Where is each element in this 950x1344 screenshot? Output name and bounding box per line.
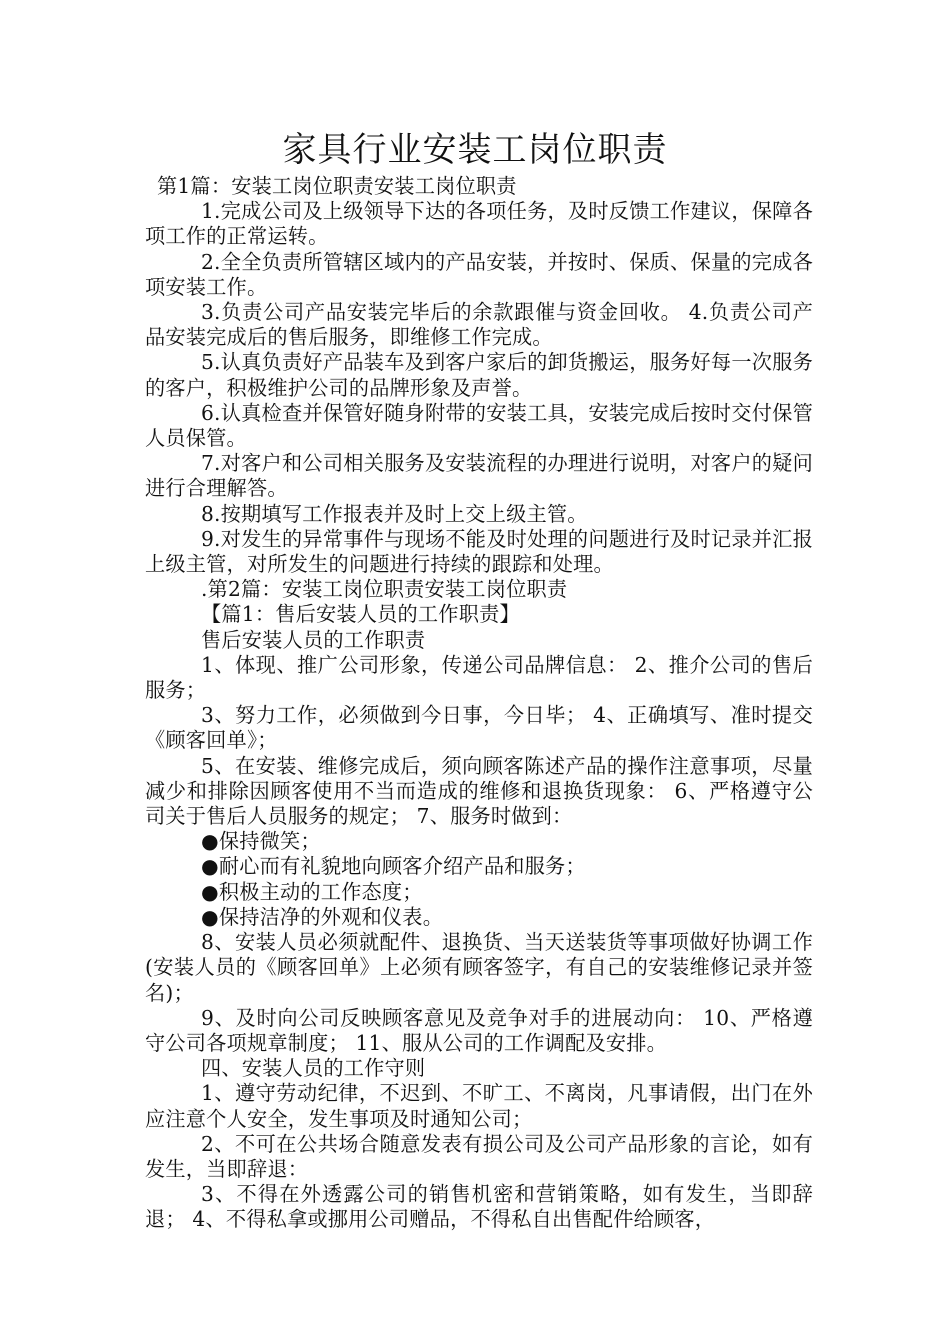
paragraph: 3、不得在外透露公司的销售机密和营销策略，如有发生，当即辞退； 4、不得私拿或挪用公司赠品，不得私自出售配件给顾客，: [145, 1182, 813, 1232]
paragraph: .第2篇：安装工岗位职责安装工岗位职责: [201, 577, 568, 602]
paragraph: 1.完成公司及上级领导下达的各项任务，及时反馈工作建议，保障各项工作的正常运转。: [145, 199, 813, 249]
paragraph: 8.按期填写工作报表并及时上交上级主管。: [201, 501, 588, 526]
paragraph: ●保持微笑；: [201, 829, 321, 854]
paragraph: 9.对发生的异常事件与现场不能及时处理的问题进行及时记录并汇报上级主管，对所发生的问题进行持续的跟踪和处理。: [145, 526, 813, 577]
paragraph: 9、及时向公司反映顾客意见及竞争对手的进展动向： 10、严格遵守公司各项规章制度； 11、服从公司的工作调配及安排。: [145, 1005, 813, 1055]
paragraph: 2.全全负责所管辖区域内的产品安装，并按时、保质、保量的完成各项安装工作。: [145, 249, 813, 299]
paragraph: ●耐心而有礼貌地向顾客介绍产品和服务；: [201, 854, 586, 879]
paragraph: 3、努力工作，必须做到今日事，今日毕； 4、正确填写、准时提交《顾客回单》；: [145, 703, 813, 753]
paragraph: 2、不可在公共场合随意发表有损公司及公司产品形象的言论，如有发生，当即辞退：: [145, 1131, 813, 1181]
paragraph: 5、在安装、维修完成后，须向顾客陈述产品的操作注意事项，尽量减少和排除因顾客使用不当而造成的维修和退换货现象： 6、严格遵守公司关于售后人员服务的规定； 7、服务时做到：: [145, 753, 813, 829]
document-body: [145, 174, 813, 1233]
paragraph: 7.对客户和公司相关服务及安装流程的办理进行说明，对客户的疑问进行合理解答。: [145, 451, 813, 501]
paragraph: ●保持洁净的外观和仪表。: [201, 904, 444, 929]
paragraph: 6.认真检查并保管好随身附带的安装工具，安装完成后按时交付保管人员保管。: [145, 400, 813, 451]
paragraph: ●积极主动的工作态度；: [201, 879, 423, 904]
paragraph: 1、遵守劳动纪律，不迟到、不旷工、不离岗，凡事请假，出门在外应注意个人安全，发生事项及时通知公司；: [145, 1081, 813, 1131]
paragraph: 四、安装人员的工作守则: [201, 1056, 426, 1081]
paragraph: 8、安装人员必须就配件、退换货、当天送装货等事项做好协调工作(安装人员的《顾客回单》上必须有顾客签字，有自己的安装维修记录并签名)；: [145, 930, 813, 1005]
paragraph: 售后安装人员的工作职责: [201, 627, 426, 652]
paragraph: 1、体现、推广公司形象，传递公司品牌信息： 2、推介公司的售后服务；: [145, 652, 813, 703]
paragraph: 3.负责公司产品安装完毕后的余款跟催与资金回收。 4.负责公司产品安装完成后的售后服务，即维修工作完成。: [145, 300, 813, 350]
paragraph: 5.认真负责好产品装车及到客户家后的卸货搬运，服务好每一次服务的客户，积极维护公司的品牌形象及声誉。: [145, 350, 813, 400]
paragraph: 第1篇：安装工岗位职责安装工岗位职责: [157, 174, 517, 198]
paragraph: 【篇1：售后安装人员的工作职责】: [201, 602, 520, 627]
document-title: 家具行业安装工岗位职责: [282, 130, 668, 170]
